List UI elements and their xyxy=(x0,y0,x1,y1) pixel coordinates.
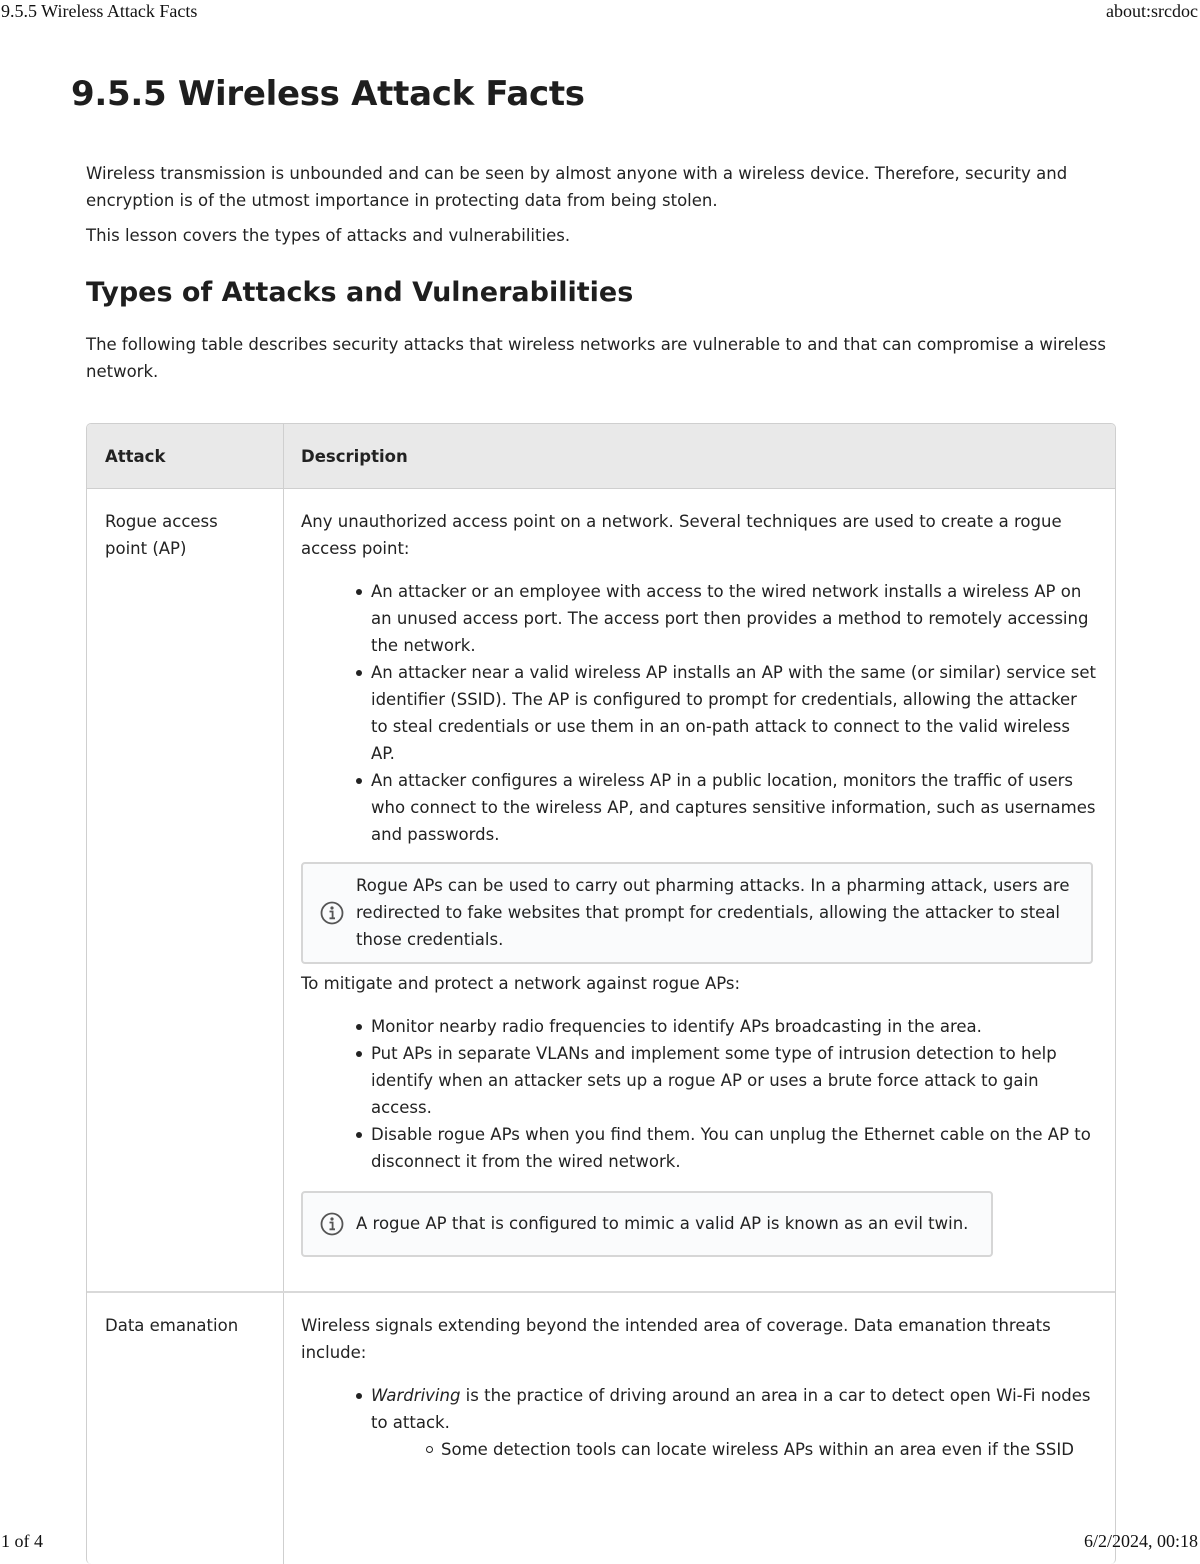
list-item: An attacker configures a wireless AP in a public location, monitors the traffic of users who connect to the wireless AP, and captures sensitive information, such as usernames and passwords. xyxy=(371,767,1097,848)
print-header-url: about:srcdoc xyxy=(1106,1,1198,21)
page-title: 9.5.5 Wireless Attack Facts xyxy=(71,74,585,114)
wardriving-sub-list xyxy=(371,1436,1097,1463)
rogue-desc: Any unauthorized access point on a network. Several techniques are used to create a rogue access point: xyxy=(301,512,1062,558)
note-text: Rogue APs can be used to carry out pharming attacks. In a pharming attack, users are redirected to fake websites that prompt for credentials, allowing the attacker to steal those credentials. xyxy=(356,876,1070,949)
header-description: Description xyxy=(301,446,408,466)
table-row xyxy=(87,489,1115,1293)
table-header-row xyxy=(87,424,1115,489)
attack-description-rogue xyxy=(284,489,1115,1291)
table-intro-paragraph: The following table describes security attacks that wireless networks are vulnerable to and that can compromise a wireless network. xyxy=(86,335,1106,381)
table-row xyxy=(87,1293,1115,1564)
pharming-note xyxy=(301,862,1093,964)
wardriving-term: Wardriving xyxy=(371,1386,461,1405)
mitigate-intro: To mitigate and protect a network against rogue APs: xyxy=(301,974,741,993)
evil-twin-note xyxy=(301,1191,993,1257)
print-timestamp: 6/2/2024, 00:18 xyxy=(1083,1531,1198,1551)
note-text: A rogue AP that is configured to mimic a valid AP is known as an evil twin. xyxy=(356,1214,969,1233)
header-attack: Attack xyxy=(87,424,284,488)
info-circle-icon xyxy=(319,1211,345,1237)
rogue-technique-list xyxy=(301,578,1097,848)
attack-name-rogue: Rogue access point (AP) xyxy=(87,489,284,1291)
list-item xyxy=(371,1382,1097,1463)
info-circle-icon xyxy=(319,900,345,926)
intro-paragraph-2: This lesson covers the types of attacks and vulnerabilities. xyxy=(86,226,571,245)
print-header-title: 9.5.5 Wireless Attack Facts xyxy=(1,1,198,21)
emanation-desc: Wireless signals extending beyond the intended area of coverage. Data emanation threats include: xyxy=(301,1316,1051,1362)
attack-description-emanation xyxy=(284,1293,1115,1564)
section-heading: Types of Attacks and Vulnerabilities xyxy=(86,277,634,308)
list-item: Monitor nearby radio frequencies to identify APs broadcasting in the area. xyxy=(371,1013,1097,1040)
list-item: An attacker or an employee with access to the wired network installs a wireless AP on an unused access port. The access port then provides a method to remotely accessing the network. xyxy=(371,578,1097,659)
intro-paragraph-1: Wireless transmission is unbounded and can be seen by almost anyone with a wireless device. Therefore, security and encryption is of the utmost importance in protecting data from being stolen. xyxy=(86,164,1068,210)
list-item: Put APs in separate VLANs and implement some type of intrusion detection to help identify when an attacker sets up a rogue AP or uses a brute force attack to gain access. xyxy=(371,1040,1097,1121)
page-counter: 1 of 4 xyxy=(1,1531,43,1551)
list-item: Disable rogue APs when you find them. You can unplug the Ethernet cable on the AP to disconnect it from the wired network. xyxy=(371,1121,1097,1175)
wardriving-text: is the practice of driving around an area in a car to detect open Wi-Fi nodes to attack. xyxy=(371,1386,1091,1432)
emanation-threat-list xyxy=(301,1382,1097,1463)
intro-section xyxy=(86,160,1114,385)
list-item: Some detection tools can locate wireless APs within an area even if the SSID xyxy=(441,1436,1097,1463)
list-item: An attacker near a valid wireless AP installs an AP with the same (or similar) service set identifier (SSID). The AP is configured to prompt for credentials, allowing the attacker to steal credentials or use them in an on-path attack to connect to the valid wireless AP. xyxy=(371,659,1097,767)
mitigation-list xyxy=(301,1013,1097,1175)
attack-table xyxy=(86,423,1116,1564)
attack-name-emanation: Data emanation xyxy=(87,1293,284,1564)
